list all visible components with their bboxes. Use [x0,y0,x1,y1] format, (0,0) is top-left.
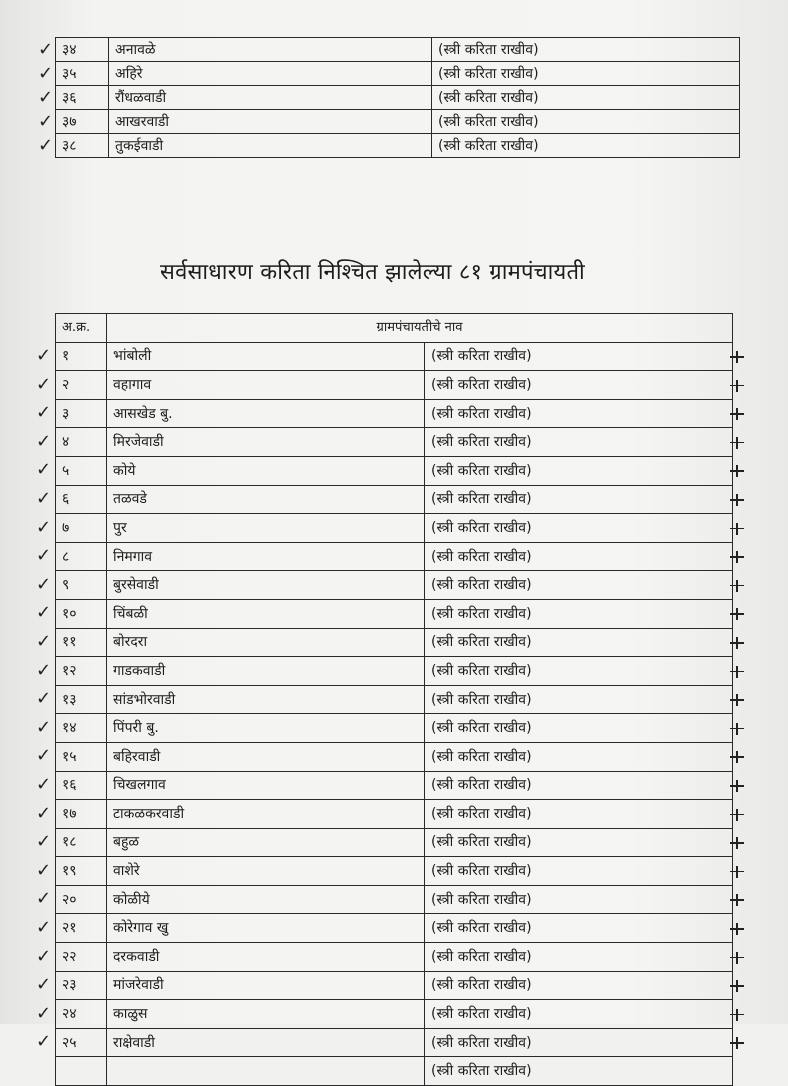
village-name-cell: बहिरवाडी [107,742,425,771]
village-name-cell: सांडभोरवाडी [107,685,425,714]
check-mark-icon: ✓ [36,545,52,567]
check-mark-icon: ✓ [36,888,52,910]
table-row [56,771,733,800]
village-name-cell: बोरदरा [107,628,425,657]
header-serial-number: अ.क्र. [56,314,107,343]
margin-tick-icon [730,470,744,472]
serial-number-cell: ३ [56,399,107,428]
check-mark-icon: ✓ [36,831,52,853]
reservation-cell: (स्त्री करिता राखीव) [432,134,740,158]
serial-number-cell: ८ [56,542,107,571]
check-mark-icon: ✓ [36,945,52,967]
serial-number-cell: ३४ [56,38,109,62]
section-title: सर्वसाधारण करिता निश्चित झालेल्या ८१ ग्रामपंचायती [160,260,585,285]
reservation-cell: (स्त्री करिता राखीव) [425,685,733,714]
check-mark-icon: ✓ [38,110,54,132]
reservation-cell: (स्त्री करिता राखीव) [425,571,733,600]
check-mark-icon: ✓ [36,402,52,424]
check-mark-icon: ✓ [36,802,52,824]
table-row [56,1028,733,1057]
margin-tick-icon [730,699,744,701]
check-mark-icon: ✓ [36,573,52,595]
reservation-cell: (स्त्री करिता राखीव) [425,542,733,571]
margin-tick-icon [730,442,744,444]
table-row [56,943,733,972]
check-mark-icon: ✓ [36,345,52,367]
table-row [56,1057,733,1086]
village-name-cell: अहिरे [109,62,432,86]
table-row [56,857,733,886]
serial-number-cell: १ [56,342,107,371]
reservation-cell: (स्त्री करिता राखीव) [425,456,733,485]
reservation-cell: (स्त्री करिता राखीव) [432,38,740,62]
serial-number-cell: ४ [56,428,107,457]
serial-number-cell: २ [56,371,107,400]
table-row [56,628,733,657]
village-name-cell: चिंबळी [107,599,425,628]
table-row [56,571,733,600]
check-mark-icon: ✓ [38,134,54,156]
check-mark-icon: ✓ [36,459,52,481]
margin-tick-icon [730,528,744,530]
reservation-cell: (स्त्री करिता राखीव) [425,371,733,400]
village-name-cell: बहुळ [107,828,425,857]
margin-tick-icon [730,1014,744,1016]
reservation-cell: (स्त्री करिता राखीव) [425,828,733,857]
general-category-table [55,313,733,1086]
check-mark-icon: ✓ [36,602,52,624]
reservation-cell: (स्त्री करिता राखीव) [425,885,733,914]
table-row [56,485,733,514]
margin-tick-icon [730,756,744,758]
table-row [56,62,740,86]
margin-tick-icon [730,728,744,730]
margin-tick-icon [730,642,744,644]
check-mark-icon: ✓ [38,62,54,84]
table-row [56,1000,733,1029]
village-name-cell: तळवडे [107,485,425,514]
margin-tick-icon [730,356,744,358]
table-row [56,134,740,158]
village-name-cell: भांबोली [107,342,425,371]
village-name-cell: बुरसेवाडी [107,571,425,600]
village-name-cell: आसखेड बु. [107,399,425,428]
village-name-cell: अनावळे [109,38,432,62]
margin-tick-icon [730,385,744,387]
reservation-cell: (स्त्री करिता राखीव) [425,857,733,886]
serial-number-cell: २५ [56,1028,107,1057]
serial-number-cell: १९ [56,857,107,886]
serial-number-cell: ३५ [56,62,109,86]
margin-tick-icon [730,613,744,615]
table-row [56,38,740,62]
village-name-cell: तुकईवाडी [109,134,432,158]
check-mark-icon: ✓ [36,1002,52,1024]
table-row [56,971,733,1000]
check-mark-icon: ✓ [38,86,54,108]
serial-number-cell: २२ [56,943,107,972]
check-mark-icon: ✓ [36,859,52,881]
village-name-cell: कोळीये [107,885,425,914]
check-mark-icon: ✓ [36,430,52,452]
serial-number-cell: १० [56,599,107,628]
margin-tick-icon [730,499,744,501]
table-row [56,342,733,371]
serial-number-cell: १२ [56,657,107,686]
serial-number-cell: ७ [56,514,107,543]
margin-tick-icon [730,585,744,587]
reservation-cell: (स्त्री करिता राखीव) [425,1000,733,1029]
serial-number-cell: १८ [56,828,107,857]
margin-tick-icon [730,814,744,816]
check-mark-icon: ✓ [36,745,52,767]
reservation-cell: (स्त्री करिता राखीव) [425,971,733,1000]
table-row [56,428,733,457]
table-row [56,800,733,829]
village-name-cell: वाशेरे [107,857,425,886]
table-row [56,714,733,743]
serial-number-cell: ३७ [56,110,109,134]
check-mark-icon: ✓ [36,631,52,653]
village-name-cell: टाकळकरवाडी [107,800,425,829]
reservation-cell: (स्त्री करिता राखीव) [425,714,733,743]
serial-number-cell: ९ [56,571,107,600]
reservation-cell: (स्त्री करिता राखीव) [425,771,733,800]
village-name-cell: काळुस [107,1000,425,1029]
reservation-cell: (स्त्री करिता राखीव) [432,86,740,110]
header-gram-panchayat-name: ग्रामपंचायतीचे नाव [107,314,733,343]
table-row [56,514,733,543]
check-mark-icon: ✓ [36,516,52,538]
village-name-cell: दरकवाडी [107,943,425,972]
table-row [56,86,740,110]
margin-tick-icon [730,842,744,844]
check-mark-icon: ✓ [36,488,52,510]
check-mark-icon: ✓ [36,774,52,795]
reservation-cell: (स्त्री करिता राखीव) [425,485,733,514]
top-reservation-table [55,37,740,158]
check-mark-icon: ✓ [38,38,54,60]
village-name-cell: गाडकवाडी [107,657,425,686]
table-row [56,914,733,943]
reservation-cell: (स्त्री करिता राखीव) [432,62,740,86]
village-name-cell: आखरवाडी [109,110,432,134]
village-name-cell: पुर [107,514,425,543]
top-table-body [56,38,740,158]
serial-number-cell: १७ [56,800,107,829]
check-mark-icon: ✓ [36,373,52,395]
margin-tick-icon [730,899,744,901]
village-name-cell [107,1057,425,1086]
check-mark-icon: ✓ [36,688,52,710]
reservation-cell: (स्त्री करिता राखीव) [432,110,740,134]
margin-tick-icon [730,1042,744,1044]
check-mark-icon: ✓ [36,916,52,938]
serial-number-cell: १४ [56,714,107,743]
check-mark-icon: ✓ [36,1031,52,1053]
reservation-cell: (स्त्री करिता राखीव) [425,914,733,943]
margin-tick-icon [730,556,744,558]
village-name-cell: कोरेगाव खु [107,914,425,943]
village-name-cell: निमगाव [107,542,425,571]
table-row [56,110,740,134]
reservation-cell: (स्त्री करिता राखीव) [425,428,733,457]
village-name-cell: चिखलगाव [107,771,425,800]
reservation-cell: (स्त्री करिता राखीव) [425,399,733,428]
village-name-cell: राक्षेवाडी [107,1028,425,1057]
serial-number-cell: २४ [56,1000,107,1029]
main-table-body [56,342,733,1085]
reservation-cell: (स्त्री करिता राखीव) [425,514,733,543]
reservation-cell: (स्त्री करिता राखीव) [425,1028,733,1057]
check-mark-icon: ✓ [36,659,52,681]
village-name-cell: पिंपरी बु. [107,714,425,743]
reservation-cell: (स्त्री करिता राखीव) [425,599,733,628]
table-row [56,542,733,571]
table-header-row [56,314,733,343]
serial-number-cell [56,1057,107,1086]
reservation-cell: (स्त्री करिता राखीव) [425,342,733,371]
serial-number-cell: ६ [56,485,107,514]
reservation-cell: (स्त्री करिता राखीव) [425,742,733,771]
margin-tick-icon [730,785,744,787]
table-row [56,885,733,914]
table-row [56,685,733,714]
margin-tick-icon [730,985,744,987]
check-mark-icon: ✓ [36,974,52,996]
serial-number-cell: १३ [56,685,107,714]
table-row [56,599,733,628]
serial-number-cell: २० [56,885,107,914]
reservation-cell: (स्त्री करिता राखीव) [425,628,733,657]
village-name-cell: रौंधळवाडी [109,86,432,110]
check-mark-icon: ✓ [36,716,52,738]
table-row [56,742,733,771]
reservation-cell: (स्त्री करिता राखीव) [425,657,733,686]
margin-tick-icon [730,671,744,673]
margin-tick-icon [730,413,744,415]
serial-number-cell: ३६ [56,86,109,110]
serial-number-cell: १६ [56,771,107,800]
margin-tick-icon [730,871,744,873]
table-row [56,371,733,400]
table-row [56,828,733,857]
margin-tick-icon [730,928,744,930]
serial-number-cell: ११ [56,628,107,657]
reservation-cell: (स्त्री करिता राखीव) [425,1057,733,1086]
serial-number-cell: २३ [56,971,107,1000]
table-row [56,456,733,485]
reservation-cell: (स्त्री करिता राखीव) [425,943,733,972]
village-name-cell: मिरजेवाडी [107,428,425,457]
reservation-cell: (स्त्री करिता राखीव) [425,800,733,829]
serial-number-cell: ५ [56,456,107,485]
village-name-cell: वहागाव [107,371,425,400]
serial-number-cell: ३८ [56,134,109,158]
table-row [56,657,733,686]
table-row [56,399,733,428]
margin-tick-icon [730,957,744,959]
serial-number-cell: १५ [56,742,107,771]
serial-number-cell: २१ [56,914,107,943]
village-name-cell: कोये [107,456,425,485]
village-name-cell: मांजरेवाडी [107,971,425,1000]
